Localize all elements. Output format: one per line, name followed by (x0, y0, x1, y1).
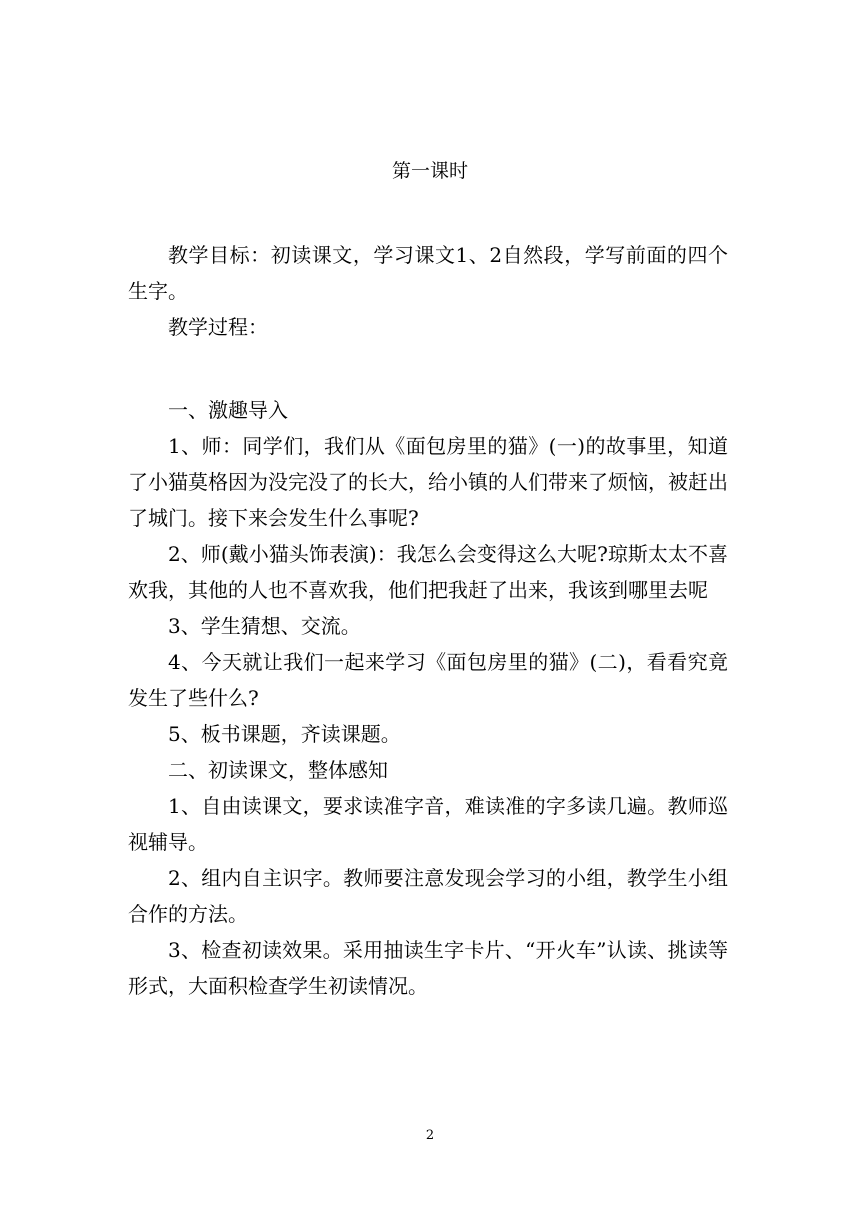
page-title: 第一课时 (391, 160, 468, 182)
paragraph-2-3: 3、检查初读效果。采用抽读生字卡片、“开火车”认读、挑读等形式，大面积检查学生初读情况。 (128, 938, 728, 998)
paragraph-1-5: 5、板书课题，齐读课题。 (168, 722, 401, 746)
objectives-block (128, 237, 728, 345)
section-heading-2: 二、初读课文，整体感知 (168, 758, 388, 782)
paragraph-2-1: 1、自由读课文，要求读准字音，难读准的字多读几遍。教师巡视辅导。 (128, 794, 728, 854)
paragraph-1-3: 3、学生猜想、交流。 (168, 614, 361, 638)
paragraph-1-4: 4、今天就让我们一起来学习《面包房里的猫》(二)，看看究竟发生了些什么? (128, 650, 728, 710)
teaching-objectives: 教学目标：初读课文，学习课文1、2自然段，学写前面的四个生字。 (128, 243, 728, 303)
process-heading: 教学过程： (168, 315, 268, 339)
paragraph-1-2: 2、师(戴小猫头饰表演)：我怎么会变得这么大呢?琼斯太太不喜欢我，其他的人也不喜欢我，他们把我赶了出来，我该到哪里去呢 (128, 542, 728, 602)
lesson-body (128, 392, 728, 1004)
page-number: 2 (425, 1128, 435, 1143)
paragraph-2-2: 2、组内自主识字。教师要注意发现会学习的小组，教学生小组合作的方法。 (128, 866, 728, 926)
section-heading-1: 一、激趣导入 (168, 398, 288, 422)
paragraph-1-1: 1、师：同学们，我们从《面包房里的猫》(一)的故事里，知道了小猫莫格因为没完没了的长大，给小镇的人们带来了烦恼，被赶出了城门。接下来会发生什么事呢? (128, 434, 728, 530)
